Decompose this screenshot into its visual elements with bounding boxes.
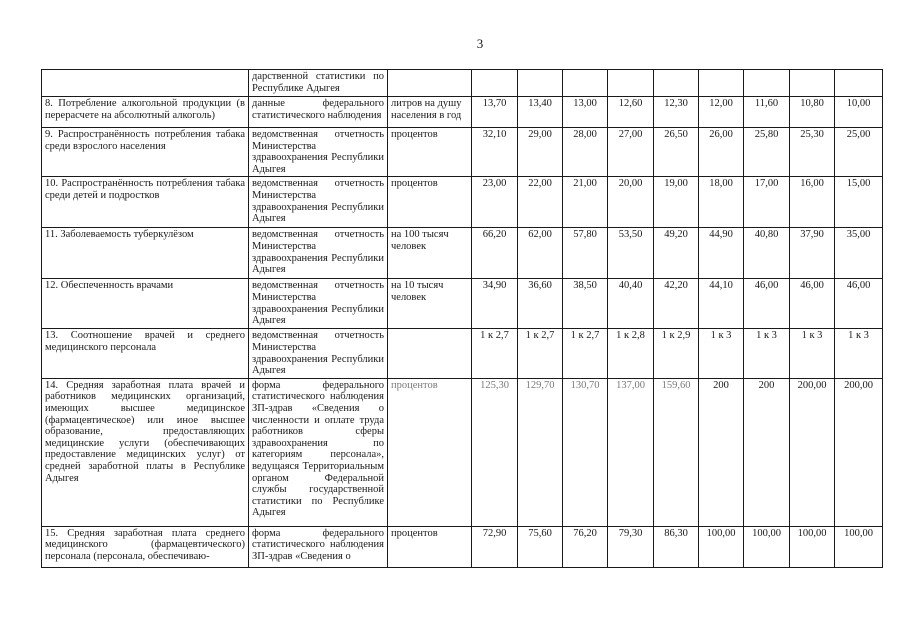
data-source: ведомственная отчетность Министерства здравоохранения Республики Адыгея (249, 128, 388, 177)
value-cell: 10,00 (835, 97, 883, 128)
table-row (42, 70, 883, 97)
value-cell: 200 (699, 378, 744, 526)
value-cell: 28,00 (563, 128, 608, 177)
value-cell: 40,80 (744, 228, 790, 279)
value-cell: 1 к 3 (699, 329, 744, 378)
table-row (42, 177, 883, 228)
value-cell: 86,30 (654, 526, 699, 567)
value-cell: 137,00 (608, 378, 654, 526)
table-row (42, 228, 883, 279)
value-cell: 34,90 (472, 279, 518, 329)
value-cell: 200,00 (790, 378, 835, 526)
table-row (42, 279, 883, 329)
value-cell (744, 70, 790, 97)
value-cell: 35,00 (835, 228, 883, 279)
indicator-name: 11. Заболеваемость туберкулёзом (42, 228, 249, 279)
value-cell (472, 70, 518, 97)
indicator-name: 9. Распространённость потребления табака среди взрослого населения (42, 128, 249, 177)
data-source: ведомственная отчетность Министерства здравоохранения Республики Адыгея (249, 279, 388, 329)
value-cell: 25,00 (835, 128, 883, 177)
table-row (42, 97, 883, 128)
value-cell: 100,00 (699, 526, 744, 567)
value-cell: 26,00 (699, 128, 744, 177)
value-cell: 23,00 (472, 177, 518, 228)
value-cell: 100,00 (835, 526, 883, 567)
value-cell: 44,10 (699, 279, 744, 329)
value-cell: 46,00 (790, 279, 835, 329)
value-cell: 1 к 3 (790, 329, 835, 378)
value-cell: 12,30 (654, 97, 699, 128)
value-cell: 79,30 (608, 526, 654, 567)
page-number: 3 (476, 36, 484, 51)
value-cell: 62,00 (518, 228, 563, 279)
value-cell: 1 к 3 (835, 329, 883, 378)
value-cell: 200,00 (835, 378, 883, 526)
value-cell: 26,50 (654, 128, 699, 177)
value-cell (608, 70, 654, 97)
value-cell (699, 70, 744, 97)
value-cell: 42,20 (654, 279, 699, 329)
indicator-name: 13. Соотношение врачей и среднего медицинского персонала (42, 329, 249, 378)
value-cell: 1 к 3 (744, 329, 790, 378)
value-cell: 37,90 (790, 228, 835, 279)
value-cell: 40,40 (608, 279, 654, 329)
value-cell: 1 к 2,7 (518, 329, 563, 378)
value-cell: 27,00 (608, 128, 654, 177)
unit (388, 329, 472, 378)
unit: процентов (388, 177, 472, 228)
indicator-name: 14. Средняя заработная плата врачей и работников медицинских организаций, имеющих высшее медицинское (фармацевтическое) или иное высшее образование, предоставляющих медицинские услуги (обеспечивающих предоставление медицинских услуг) от средней заработной платы в Республике Адыгея (42, 378, 249, 526)
unit: процентов (388, 526, 472, 567)
value-cell: 12,60 (608, 97, 654, 128)
value-cell (835, 70, 883, 97)
value-cell (563, 70, 608, 97)
value-cell: 32,10 (472, 128, 518, 177)
unit: на 100 тысяч человек (388, 228, 472, 279)
unit: на 10 тысяч человек (388, 279, 472, 329)
value-cell: 13,40 (518, 97, 563, 128)
indicator-name: 12. Обеспеченность врачами (42, 279, 249, 329)
value-cell: 12,00 (699, 97, 744, 128)
data-source: форма федерального статистического наблюдения ЗП-здрав «Сведения о (249, 526, 388, 567)
value-cell: 13,70 (472, 97, 518, 128)
value-cell: 29,00 (518, 128, 563, 177)
value-cell: 22,00 (518, 177, 563, 228)
value-cell: 17,00 (744, 177, 790, 228)
value-cell: 18,00 (699, 177, 744, 228)
data-source: данные федерального статистического наблюдения (249, 97, 388, 128)
table-row (42, 378, 883, 526)
value-cell: 38,50 (563, 279, 608, 329)
value-cell: 130,70 (563, 378, 608, 526)
value-cell: 13,00 (563, 97, 608, 128)
value-cell: 16,00 (790, 177, 835, 228)
value-cell: 66,20 (472, 228, 518, 279)
indicator-name: 15. Средняя заработная плата среднего медицинского (фармацевтического) персонала (персонала, обеспечиваю- (42, 526, 249, 567)
value-cell: 25,80 (744, 128, 790, 177)
unit: процентов (388, 128, 472, 177)
value-cell: 1 к 2,7 (563, 329, 608, 378)
value-cell: 200 (744, 378, 790, 526)
value-cell: 1 к 2,8 (608, 329, 654, 378)
value-cell: 21,00 (563, 177, 608, 228)
value-cell: 15,00 (835, 177, 883, 228)
table-row (42, 526, 883, 567)
value-cell: 49,20 (654, 228, 699, 279)
data-source: дарственной статистики по Республике Адыгея (249, 70, 388, 97)
table-row (42, 128, 883, 177)
value-cell (790, 70, 835, 97)
value-cell: 75,60 (518, 526, 563, 567)
value-cell: 1 к 2,9 (654, 329, 699, 378)
indicator-name: 10. Распространённость потребления табака среди детей и подростков (42, 177, 249, 228)
value-cell: 72,90 (472, 526, 518, 567)
value-cell: 20,00 (608, 177, 654, 228)
value-cell: 46,00 (744, 279, 790, 329)
value-cell: 11,60 (744, 97, 790, 128)
value-cell (654, 70, 699, 97)
data-source: ведомственная отчетность Министерства здравоохранения Республики Адыгея (249, 228, 388, 279)
value-cell: 100,00 (744, 526, 790, 567)
unit: литров на душу населения в год (388, 97, 472, 128)
value-cell: 10,80 (790, 97, 835, 128)
value-cell (518, 70, 563, 97)
value-cell: 46,00 (835, 279, 883, 329)
indicators-table (41, 69, 883, 568)
value-cell: 129,70 (518, 378, 563, 526)
indicator-name (42, 70, 249, 97)
table-row (42, 329, 883, 378)
data-source: форма федерального статистического наблюдения ЗП-здрав «Сведения о численности и оплате труда работников сферы здравоохранения по категориям персонала», ведущаяся Территориальным органом Федеральной службы государственной статистики по Республике Адыгея (249, 378, 388, 526)
value-cell: 125,30 (472, 378, 518, 526)
value-cell: 76,20 (563, 526, 608, 567)
value-cell: 36,60 (518, 279, 563, 329)
data-source: ведомственная отчетность Министерства здравоохранения Республики Адыгея (249, 177, 388, 228)
value-cell: 53,50 (608, 228, 654, 279)
value-cell: 159,60 (654, 378, 699, 526)
unit (388, 70, 472, 97)
value-cell: 57,80 (563, 228, 608, 279)
value-cell: 44,90 (699, 228, 744, 279)
indicator-name: 8. Потребление алкогольной продукции (в перерасчете на абсолютный алкоголь) (42, 97, 249, 128)
value-cell: 25,30 (790, 128, 835, 177)
value-cell: 19,00 (654, 177, 699, 228)
value-cell: 100,00 (790, 526, 835, 567)
value-cell: 1 к 2,7 (472, 329, 518, 378)
data-source: ведомственная отчетность Министерства здравоохранения Республики Адыгея (249, 329, 388, 378)
unit: процентов (388, 378, 472, 526)
